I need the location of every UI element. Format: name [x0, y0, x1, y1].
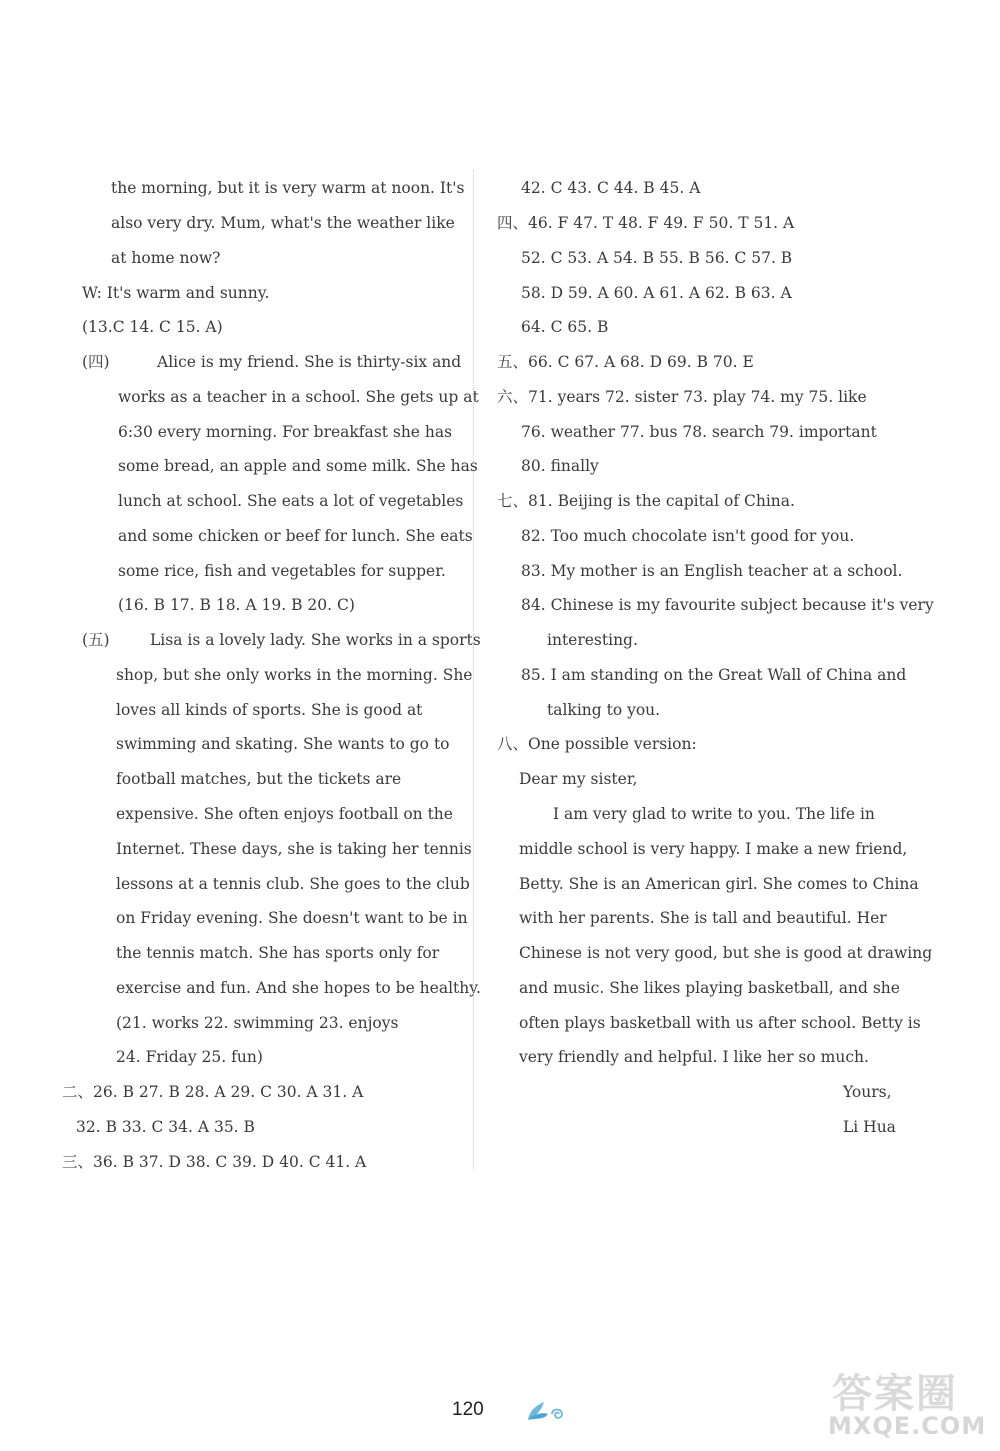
text-line: also very dry. Mum, what's the weather like	[111, 214, 455, 232]
text-line: Alice is my friend. She is thirty-six and	[157, 353, 462, 371]
text-line: on Friday evening. She doesn't want to be in	[116, 909, 468, 927]
section-tag: (五)	[82, 631, 110, 649]
text-line: loves all kinds of sports. She is good at	[116, 701, 423, 719]
text-line: talking to you.	[547, 701, 661, 719]
text-line: lunch at school. She eats a lot of vegetables	[118, 492, 464, 510]
text-line: W: It's warm and sunny.	[82, 284, 270, 302]
watermark: 答案圈 MXQE.COM	[828, 1371, 987, 1440]
answer-line: 四、46. F 47. T 48. F 49. F 50. T 51. A	[497, 214, 795, 232]
answer-line: 83. My mother is an English teacher at a school.	[521, 562, 903, 580]
answer-line: 58. D 59. A 60. A 61. A 62. B 63. A	[521, 284, 792, 302]
letter-line: Betty. She is an American girl. She comes to China	[519, 875, 919, 893]
section-heading: 八、One possible version:	[497, 735, 697, 753]
text-line: and some chicken or beef for lunch. She eats	[118, 527, 473, 545]
text-line: interesting.	[547, 631, 638, 649]
answer-line: 52. C 53. A 54. B 55. B 56. C 57. B	[521, 249, 793, 267]
answer-line: 76. weather 77. bus 78. search 79. important	[521, 423, 877, 441]
letter-closing: Yours,	[843, 1083, 892, 1101]
text-line: shop, but she only works in the morning. She	[116, 666, 473, 684]
answer-line: 80. finally	[521, 457, 599, 475]
answer-line: 24. Friday 25. fun)	[116, 1048, 263, 1066]
answer-line: 64. C 65. B	[521, 318, 609, 336]
text-line: the tennis match. She has sports only for	[116, 944, 440, 962]
section-tag: (四)	[82, 353, 110, 371]
text-line: at home now?	[111, 249, 221, 267]
answer-line: (16. B 17. B 18. A 19. B 20. C)	[118, 596, 355, 614]
answer-line: 二、26. B 27. B 28. A 29. C 30. A 31. A	[62, 1083, 364, 1101]
answer-line: 32. B 33. C 34. A 35. B	[76, 1118, 255, 1136]
answer-line: (13.C 14. C 15. A)	[82, 318, 223, 336]
letter-line: very friendly and helpful. I like her so much.	[519, 1048, 869, 1066]
letter-line: middle school is very happy. I make a new friend,	[519, 840, 908, 858]
letter-line: and music. She likes playing basketball, and she	[519, 979, 900, 997]
text-line: football matches, but the tickets are	[116, 770, 402, 788]
answer-line: 三、36. B 37. D 38. C 39. D 40. C 41. A	[62, 1153, 367, 1171]
text-line: 6:30 every morning. For breakfast she has	[118, 423, 453, 441]
answer-line: (21. works 22. swimming 23. enjoys	[116, 1014, 399, 1032]
text-line: exercise and fun. And she hopes to be healthy.	[116, 979, 481, 997]
text-line: Lisa is a lovely lady. She works in a sports	[150, 631, 481, 649]
text-line: some rice, fish and vegetables for supper.	[118, 562, 446, 580]
answer-line: 五、66. C 67. A 68. D 69. B 70. E	[497, 353, 754, 371]
letter-line: Chinese is not very good, but she is good at drawing	[519, 944, 933, 962]
page-number: 120	[452, 1399, 484, 1420]
text-line: works as a teacher in a school. She gets up at	[118, 388, 479, 406]
text-line: the morning, but it is very warm at noon. It's	[111, 179, 465, 197]
leaf-swirl-icon	[522, 1398, 574, 1426]
text-line: some bread, an apple and some milk. She has	[118, 457, 478, 475]
letter-line: often plays basketball with us after school. Betty is	[519, 1014, 921, 1032]
text-line: Internet. These days, she is taking her tennis	[116, 840, 472, 858]
answer-line: 82. Too much chocolate isn't good for you.	[521, 527, 855, 545]
answer-line: 六、71. years 72. sister 73. play 74. my 75. like	[497, 388, 867, 406]
letter-signature: Li Hua	[843, 1118, 896, 1136]
column-divider	[473, 170, 474, 1170]
letter-salutation: Dear my sister,	[519, 770, 638, 788]
text-line: expensive. She often enjoys football on the	[116, 805, 453, 823]
answer-line: 84. Chinese is my favourite subject because it's very	[521, 596, 934, 614]
text-line: swimming and skating. She wants to go to	[116, 735, 450, 753]
text-line: lessons at a tennis club. She goes to the club	[116, 875, 470, 893]
answer-line: 七、81. Beijing is the capital of China.	[497, 492, 795, 510]
answer-line: 42. C 43. C 44. B 45. A	[521, 179, 701, 197]
answer-line: 85. I am standing on the Great Wall of China and	[521, 666, 907, 684]
letter-line: I am very glad to write to you. The life in	[553, 805, 875, 823]
letter-line: with her parents. She is tall and beautiful. Her	[519, 909, 887, 927]
